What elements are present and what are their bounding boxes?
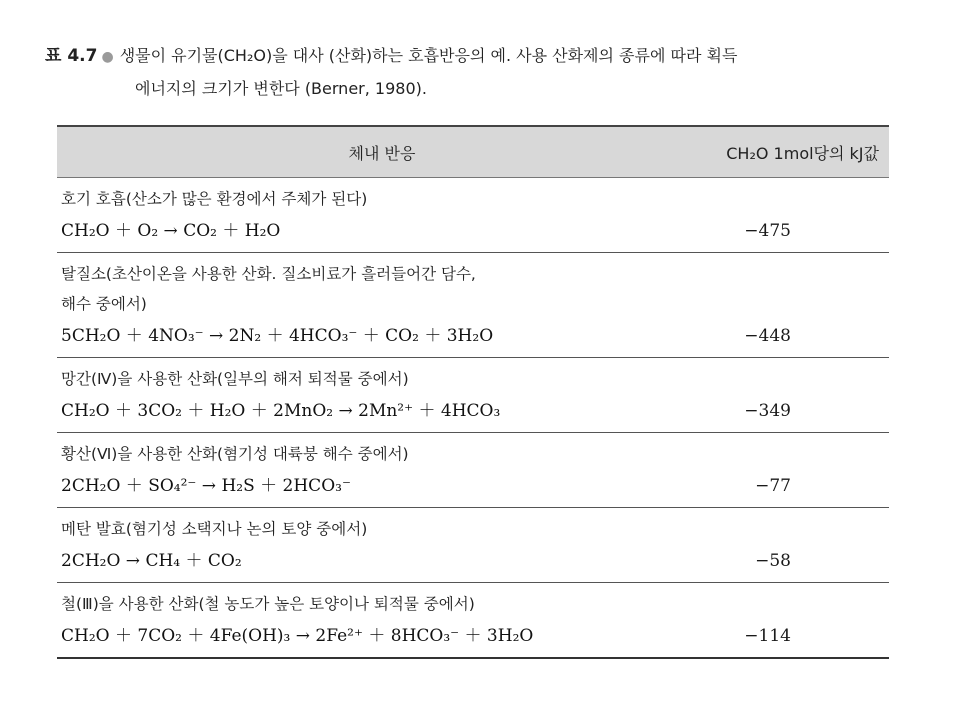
energy-value: −475 [667,178,889,253]
table-row [57,433,889,508]
reaction-cell [57,508,667,583]
table-row [57,583,889,659]
reaction-equation: CH₂O ＋ 3CO₂ ＋ H₂O ＋ 2MnO₂ → 2Mn²⁺ ＋ 4HCO₃ [61,401,501,421]
table-header-row [57,126,889,178]
table-row [57,508,889,583]
reaction-equation: CH₂O ＋ 7CO₂ ＋ 4Fe(OH)₃ → 2Fe²⁺ ＋ 8HCO₃⁻ ＋ 3H₂O [61,626,534,646]
reaction-cell [57,433,667,508]
reaction-description: 망간(Ⅳ)을 사용한 산화(일부의 해저 퇴적물 중에서) [61,370,409,388]
bullet-icon: ● [101,49,114,65]
reaction-equation: 2CH₂O → CH₄ ＋ CO₂ [61,551,242,571]
header-reaction: 체내 반응 [57,126,667,178]
reaction-equation: 5CH₂O ＋ 4NO₃⁻ → 2N₂ ＋ 4HCO₃⁻ ＋ CO₂ ＋ 3H₂O [61,326,494,346]
table-row [57,253,889,358]
reaction-cell [57,358,667,433]
table-row [57,358,889,433]
reaction-cell [57,178,667,253]
caption-line-2: 에너지의 크기가 변한다 (Berner, 1980). [135,79,427,98]
reaction-table [57,125,889,659]
table-number: 표 4.7 [45,46,98,66]
reaction-description: 메탄 발효(혐기성 소택지나 논의 토양 중에서) [61,520,368,538]
energy-value: −77 [667,433,889,508]
energy-value: −448 [667,253,889,358]
energy-value: −349 [667,358,889,433]
reaction-description: 철(Ⅲ)을 사용한 산화(철 농도가 높은 토양이나 퇴적물 중에서) [61,595,475,613]
energy-value: −58 [667,508,889,583]
table-row [57,178,889,253]
header-energy: CH₂O 1mol당의 kJ값 [667,126,889,178]
energy-value: −114 [667,583,889,659]
reaction-equation: 2CH₂O ＋ SO₄²⁻ → H₂S ＋ 2HCO₃⁻ [61,476,351,496]
reaction-description: 호기 호흡(산소가 많은 환경에서 주체가 된다) [61,190,368,208]
reaction-description: 황산(Ⅵ)을 사용한 산화(혐기성 대륙붕 해수 중에서) [61,445,409,463]
reaction-cell [57,253,667,358]
table-caption [45,40,925,104]
caption-line-1: 생물이 유기물(CH₂O)을 대사 (산화)하는 호흡반응의 예. 사용 산화제의 종류에 따라 획득 [119,46,738,65]
reaction-cell [57,583,667,659]
reaction-description: 탈질소(초산이온을 사용한 산화. 질소비료가 흘러들어간 담수, 해수 중에서) [61,265,476,313]
reaction-equation: CH₂O ＋ O₂ → CO₂ ＋ H₂O [61,221,281,241]
